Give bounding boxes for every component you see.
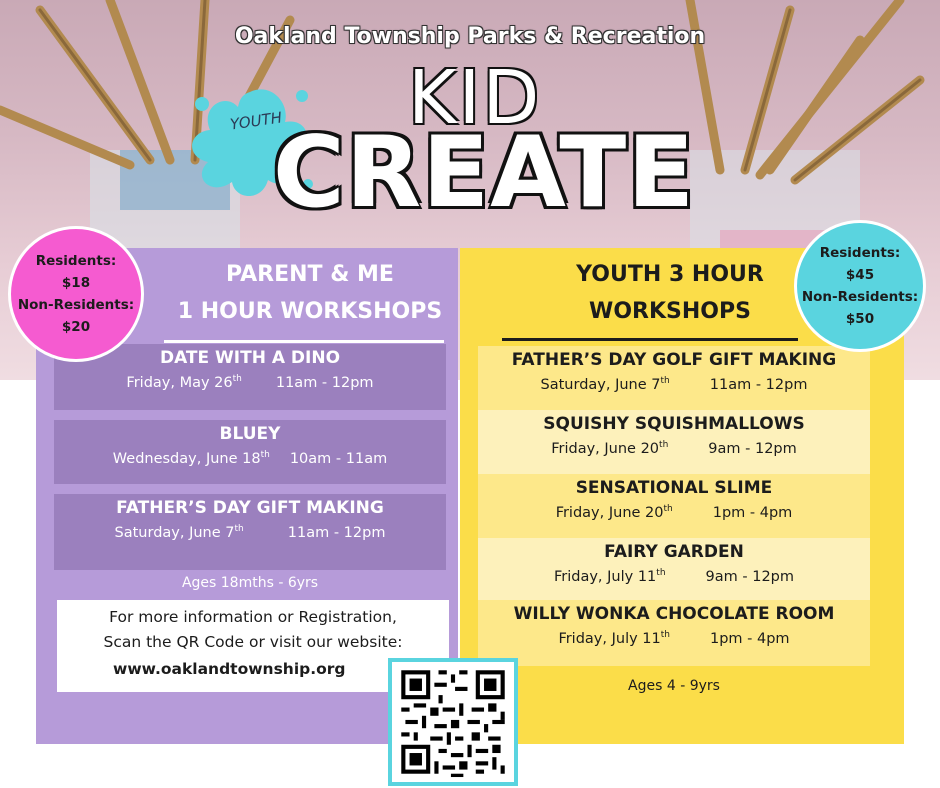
youth-event-card bbox=[478, 600, 870, 666]
event-day: Friday, June 20 bbox=[555, 504, 664, 521]
event-title: FAIRY GARDEN bbox=[604, 542, 744, 562]
event-day: Wednesday, June 18 bbox=[112, 450, 261, 467]
event-time: 11am - 12pm bbox=[275, 374, 374, 391]
parent-event-card bbox=[54, 420, 446, 484]
event-title: FATHER’S DAY GIFT MAKING bbox=[116, 498, 384, 518]
youth-event-card bbox=[478, 538, 870, 600]
event-title: BLUEY bbox=[219, 424, 281, 444]
parent-event-card bbox=[54, 494, 446, 570]
youth-heading-2: WORKSHOPS bbox=[589, 299, 751, 324]
parent-ages: Ages 18mths - 6yrs bbox=[181, 575, 319, 591]
event-title: SENSATIONAL SLIME bbox=[575, 478, 773, 498]
event-time: 11am - 12pm bbox=[287, 524, 386, 541]
parent-event-card bbox=[54, 344, 446, 410]
event-day-suffix: th bbox=[656, 568, 666, 578]
event-day: Friday, July 11 bbox=[558, 630, 661, 647]
info-line-2: Scan the QR Code or visit our website: bbox=[103, 633, 403, 651]
qr-code[interactable] bbox=[388, 658, 518, 786]
price-residents-label: Residents: bbox=[819, 245, 901, 261]
event-day-suffix: th bbox=[260, 450, 270, 460]
parent-heading-2: 1 HOUR WORKSHOPS bbox=[177, 299, 443, 324]
event-title: DATE WITH A DINO bbox=[159, 348, 341, 368]
event-day-suffix: th bbox=[660, 630, 670, 640]
parent-heading-1: PARENT & ME bbox=[226, 262, 394, 287]
price-nonresidents-amount: $20 bbox=[61, 319, 91, 335]
event-time: 1pm - 4pm bbox=[712, 504, 793, 521]
event-day: Saturday, June 7 bbox=[540, 376, 661, 393]
event-time: 9am - 12pm bbox=[705, 568, 794, 585]
event-time: 9am - 12pm bbox=[708, 440, 797, 457]
event-day-suffix: th bbox=[663, 504, 673, 514]
event-time: 10am - 11am bbox=[289, 450, 388, 467]
youth-heading-1: YOUTH 3 HOUR bbox=[576, 262, 764, 287]
event-time: 11am - 12pm bbox=[709, 376, 808, 393]
info-line-1: For more information or Registration, bbox=[109, 608, 397, 626]
event-day-suffix: th bbox=[232, 374, 242, 384]
event-day-suffix: th bbox=[659, 440, 669, 450]
event-time: 1pm - 4pm bbox=[709, 630, 790, 647]
event-day: Friday, May 26 bbox=[126, 374, 233, 391]
event-day-suffix: th bbox=[660, 376, 670, 386]
event-title: WILLY WONKA CHOCOLATE ROOM bbox=[513, 604, 835, 624]
youth-ages: Ages 4 - 9yrs bbox=[628, 678, 720, 694]
qr-code-icon bbox=[392, 662, 514, 782]
price-residents-label: Residents: bbox=[35, 253, 117, 269]
youth-event-card bbox=[478, 474, 870, 538]
org-name: Oakland Township Parks & Recreation bbox=[234, 24, 706, 49]
youth-event-card bbox=[478, 346, 870, 410]
event-day: Friday, June 20 bbox=[551, 440, 660, 457]
price-residents-amount: $45 bbox=[845, 267, 875, 283]
parent-heading-rule bbox=[164, 340, 444, 343]
website-link[interactable]: www.oaklandtownship.org bbox=[113, 660, 346, 678]
title-create: CREATE bbox=[272, 116, 696, 230]
event-title: SQUISHY SQUISHMALLOWS bbox=[543, 414, 805, 434]
parent-price-badge bbox=[8, 226, 144, 362]
price-nonresidents-label: Non-Residents: bbox=[17, 297, 135, 313]
price-residents-amount: $18 bbox=[61, 275, 91, 291]
youth-heading-rule bbox=[502, 338, 798, 341]
event-day: Friday, July 11 bbox=[553, 568, 657, 585]
youth-event-card bbox=[478, 410, 870, 474]
youth-price-badge bbox=[794, 220, 926, 352]
event-day-suffix: th bbox=[234, 524, 244, 534]
event-day: Saturday, June 7 bbox=[114, 524, 235, 541]
event-title: FATHER’S DAY GOLF GIFT MAKING bbox=[511, 350, 837, 370]
price-nonresidents-label: Non-Residents: bbox=[801, 289, 919, 305]
price-nonresidents-amount: $50 bbox=[845, 311, 875, 327]
title-kid: KID bbox=[408, 55, 542, 141]
youth-splat-label: YOUTH bbox=[228, 108, 284, 134]
